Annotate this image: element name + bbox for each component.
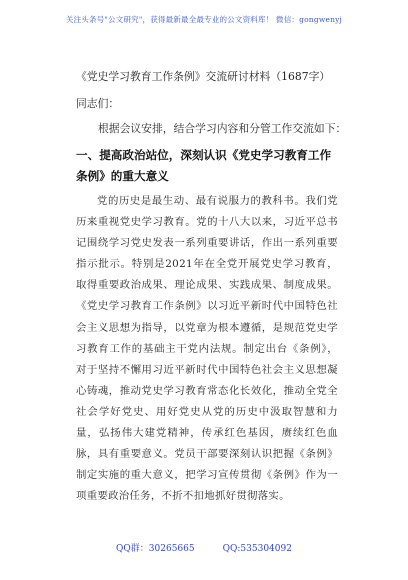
footer-qq: QQ:535304092 (222, 544, 292, 554)
section-heading: 一、提高政治站位，深刻认识《党史学习教育工作条例》的重大意义 (76, 148, 332, 183)
header-promo-note: 关注头条号"公文研究"，获得最新最全最专业的公文资料库！ 微信：gongwenyj (65, 15, 343, 24)
footer-contact (0, 541, 408, 554)
document-title: 《党史学习教育工作条例》交流研讨材料（1687字） (76, 70, 331, 83)
intro-paragraph: 根据会议安排，结合学习内容和分管工作交流如下： (98, 122, 347, 135)
greeting: 同志们： (76, 97, 120, 110)
body-paragraph: 党的历史是最生动、最有说服力的教科书。我们党历来重视党史学习教育。党的十八大以来，习近平总书记围绕学习党史发表一系列重要讲话，作出一系列重要指示批示。特别是2021年在全党开展党史学习教育，取得重要政治成果、理论成果、实践成果、制度成果。《党史学习教育工作条例》以习近平新时代中国特色社会主义思想为指导，以党章为根本遵循，是规范党史学习教育工作的基础主干党内法规。制定出台《条例》，对于坚持不懈用习近平新时代中国特色社会主义思想凝心铸魂，推动党史学习教育常态化长效化，推动全党全社会学好党史、用好党史从党的历史中汲取智慧和力量，弘扬伟大建党精神，传承红色基因，赓续红色血脉，具有重要意义。党员干部要深刻认识把握《条例》制定实施的重大意义，把学习宣传贯彻《条例》作为一项重要政治任务，不折不扣地抓好贯彻落实。 (76, 195, 338, 503)
footer-qq-group: QQ群：30265665 (116, 544, 195, 554)
